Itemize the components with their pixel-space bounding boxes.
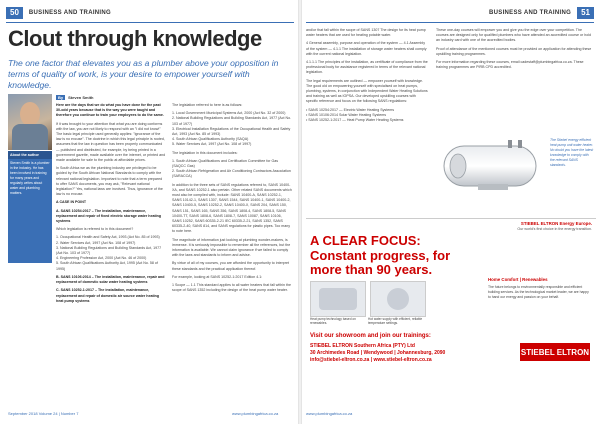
paragraph: 1 Scope — 1.1 This standard applies to all water heaters that fall within the scope of SANS 1352 including the design of the heat pump water heater.: [172, 283, 291, 293]
paragraph: For more information regarding these courses, email cadestaff@plumbingafrica.co.za. These training programmes are PIRB CPD accredited.: [436, 60, 584, 70]
ad-tagline: Our world's first choice in the energy transition.: [517, 227, 592, 231]
footer-issue: September 2018 Volume 24 | Number 7: [8, 411, 79, 416]
image-caption: The Stiebel energy efficient heat pump unit water heater. No doubt you have the latest knowledge to comply with the relevant SANS standards.: [550, 138, 594, 167]
paragraph: 1. South African Qualifications and Certification Committee for Gas (SAQCC Gas) 2. South African Refrigeration and Air Conditioning Contractors Association (SARACCA): [172, 158, 291, 179]
water-heater-photo: [370, 281, 426, 317]
paragraph: Here are the days that we do what you have done for the past 30-odd years because that is the way you were taught and therefore you continue to train your employees to do the same.: [56, 103, 164, 118]
right-page-header: [489, 6, 594, 20]
section-label: BUSINESS AND TRAINING: [28, 10, 111, 16]
right-column-2: [436, 28, 592, 132]
paragraph: 4 General assembly, purpose and operation of the system — 4.1 Assembly of the system — 4.1.1 The installation of storage water heaters shall comply with the current national legislation.: [306, 41, 427, 56]
paragraph: In addition to the three sets of SANS regulations referred to, SANS 10400-XA, and SANS 10252-1 also pertain. Other related SANS documents which must also be complied with, include: SANS 10400-A, SANS 10252-1, SANS 10142-1, SANS 1307, SANS 1544, SANS 10400-1, SANS 10400-2, SANS 10400-5, SANS 10252-2, SANS 10400-X, SANS 204, SANS 150, SANS 151, SANS 165, SANS 356, SANS 1808-4, SANS 1808-5, SANS 10400-TT, SANS 1808-6, SANS 1808-7, SANS 10087, SANS 10106, SANS 10252, SANS 60335-2-21 IEC 60335-2-21, SANS 1352, SANS 60335-2-40, SANS 814, and SANS regulations for plastic pipes. Too many to note here.: [172, 182, 292, 234]
left-column-2: [172, 103, 292, 403]
header-rule-right: [306, 22, 594, 23]
ad-caption-1: Heat pump technology based on renewables.: [310, 317, 356, 325]
heat-pump-tank-image: [438, 136, 546, 194]
footer-url-left[interactable]: www.plumbingafrica.co.za: [232, 411, 279, 416]
paragraph: The legislation referred to here is as follows:: [172, 103, 243, 107]
ad-contact-block: [310, 343, 500, 364]
paragraph: B. SANS 10106:2014 – The installation, maintenance, repair and replacement of domestic solar water heating systems: [56, 274, 165, 285]
ad-body: The future belongs to environmentally responsible and efficient building services. As the technological market leader, we are happy to hand our energy and passion on your behalf.: [488, 285, 589, 299]
paragraph: • SANS 10254:2017 — Electric Water Heating Systems • SANS 10106:2014 Solar Water Heating Systems • SANS 10252-1:2017 — Heat Pump Water Heating Systems: [306, 107, 404, 123]
paragraph: The legislation in this document includes:: [172, 150, 238, 155]
footer-url-right[interactable]: www.plumbingafrica.co.za: [306, 411, 353, 416]
paragraph: In South Africa we as the plumbing industry are privileged to be guided by the South African National Standards to comply with the relevant national legislation. Important to note that a term prepared to offer SANS documents, you may ask, "Relevant national legislation?" Yes, national laws are involved. Thus, ignorance of the law is no excuse.: [56, 166, 163, 197]
ad-visit: Visit our showroom and join our trainings:: [310, 333, 431, 339]
left-column-1: [56, 103, 166, 403]
article-title: Clout through knowledge: [8, 26, 262, 51]
page-number: 50: [6, 7, 23, 19]
paragraph: If it was brought to your attention that what you are doing conforms with the law, you are not likely to respond with an "I did not know!" The basic legal principle used generally applies: "ignorance of the law is no excuse". The doctrine in which this legal principle is rooted, assumes that the law in question has been properly communicated — published and distributed, for example, by being printed in a government gazette, made available over the internet, or printed and made available for sale to the public at affordable prices.: [56, 121, 166, 163]
stiebel-eltron-logo: STIEBEL ELTRON: [520, 343, 590, 361]
gutter: [298, 0, 302, 424]
author-name: Steven Smith: [68, 95, 94, 100]
ad-images: [310, 281, 426, 317]
paragraph: For example, looking at SANS 10252-1:2017 Edition 4.1:: [172, 274, 263, 279]
paragraph: Which legislation is referred to in this document?: [56, 227, 134, 232]
standfirst: The one factor that elevates you as a plumber above your opposition in terms of quality of work, is your desire to empower yourself with knowledge.: [8, 58, 279, 90]
paragraph: 1. Local Government Municipal Systems Act, 2000 (Act No. 32 of 2000) 2. National Building Regulations and Building Standards Act, 1977 (Act No. 103 of 1977) 3. Electrical Installation Regulations of the Occupational Health and Safety Act, 1993 (Act No. 85 of 1993) 4. South African Qualifications Authority (SAQA) 5. Water Services Act, 1997 (Act No. 108 of 1997): [172, 111, 292, 147]
byline-tag: By: [58, 95, 64, 100]
paragraph: The magnitude of information just looking at plumbing wonder-makers, is immense. It is seriously impossible to remember all the references, but the information is available. We cannot claim ignorance if we failed to comply with the laws and standards to inform and advise.: [172, 237, 291, 258]
author-box-label: About the author: [8, 151, 52, 159]
byline: [56, 95, 93, 100]
author-photo: [8, 94, 52, 150]
author-bio: Steven Smith is a plumber in the industry. He has been involved in training for many years and regularly writes about water and plumbing matters.: [10, 161, 50, 195]
paragraph: A CASE IN POINT: [56, 200, 87, 205]
header-rule: [6, 22, 294, 23]
paragraph: The legal requirements are outlined — empower yourself with knowledge. The good old on empowering yourself with specialised on heat pumps, plumbing, systems, in conjunction with Independent Water Heating Solutions and training as well as IOPSA. Our developed upskilling courses with specific reference and focus on the following SANS regulations:: [306, 78, 428, 104]
heat-pump-photo: [310, 281, 366, 317]
paragraph: These one-day courses will empower you and give you the edge over your competition. The courses are designed only for qualified plumbers who have attended an accredited course or hold an industry card with one of the accredited bodies.: [436, 28, 592, 43]
paragraph: A. SANS 10254:2017 – The installation, maintenance, replacement and repair of fixed electric storage water heating systems: [56, 208, 162, 224]
ad-company: STIEBEL ELTRON Southern Africa (PTY) Ltd: [310, 343, 415, 349]
right-column-1: [306, 28, 428, 214]
page-number-right: 51: [577, 7, 594, 19]
ad-comfort-title: Home Comfort | Renewables: [488, 277, 548, 282]
ad-contact-links[interactable]: info@stiebel-eltron.co.za | www.stiebel-eltron.co.za: [310, 357, 432, 363]
ad-caption-2: Hot water supply with efficient, reliable temperature settings.: [368, 317, 423, 325]
paragraph: 1. Occupational Health and Safety Act, 1993 (Act No. 85 of 1993) 2. Water Services Act, 1997 (Act No. 108 of 1997) 3. National Building Regulations and Building Standards Act, 1977 (Act No. 103 of 1977) 4. Engineering Profession Act, 2000 (Act No. 46 of 2000) 5. South African Qualifications Authority Act, 1995 (Act No. 58 of 1995): [56, 235, 162, 271]
ad-headline: A CLEAR FOCUS:: [310, 233, 421, 248]
left-page-header: [6, 6, 111, 20]
paragraph: C. SANS 10252-1:2017 – The installation, maintenance, replacement and repair of domestic air source water heating heat pump systems: [56, 288, 160, 303]
section-label-right: BUSINESS AND TRAINING: [489, 10, 572, 16]
paragraph: 4.1.1.1 The principles of the installation, as certificate of compliance from the professional body for assistance registered in terms of the relevant national legislation.: [306, 60, 428, 75]
paragraph: and/or that fall within the scope of SANS 1307 The design for its heat pump water heaters that are used for heating potable water.: [306, 28, 426, 38]
paragraph: By virtue of all of my courses, you are afforded the opportunity to interpret these standards and the practical application thereof.: [172, 261, 289, 271]
paragraph: Proof of attendance of the mentioned courses must be provided on application for attending these upskilling training programmes.: [436, 46, 592, 56]
ad-subhead: Constant progress, for more than 90 years.: [310, 248, 451, 277]
ad-brand: STIEBEL ELTRON Energy Europe.: [520, 221, 592, 226]
stiebel-advert[interactable]: [306, 218, 596, 409]
ad-address: 30 Archimedes Road | Wendywood | Johannesburg, 2090: [310, 350, 446, 356]
author-box: [8, 151, 52, 263]
